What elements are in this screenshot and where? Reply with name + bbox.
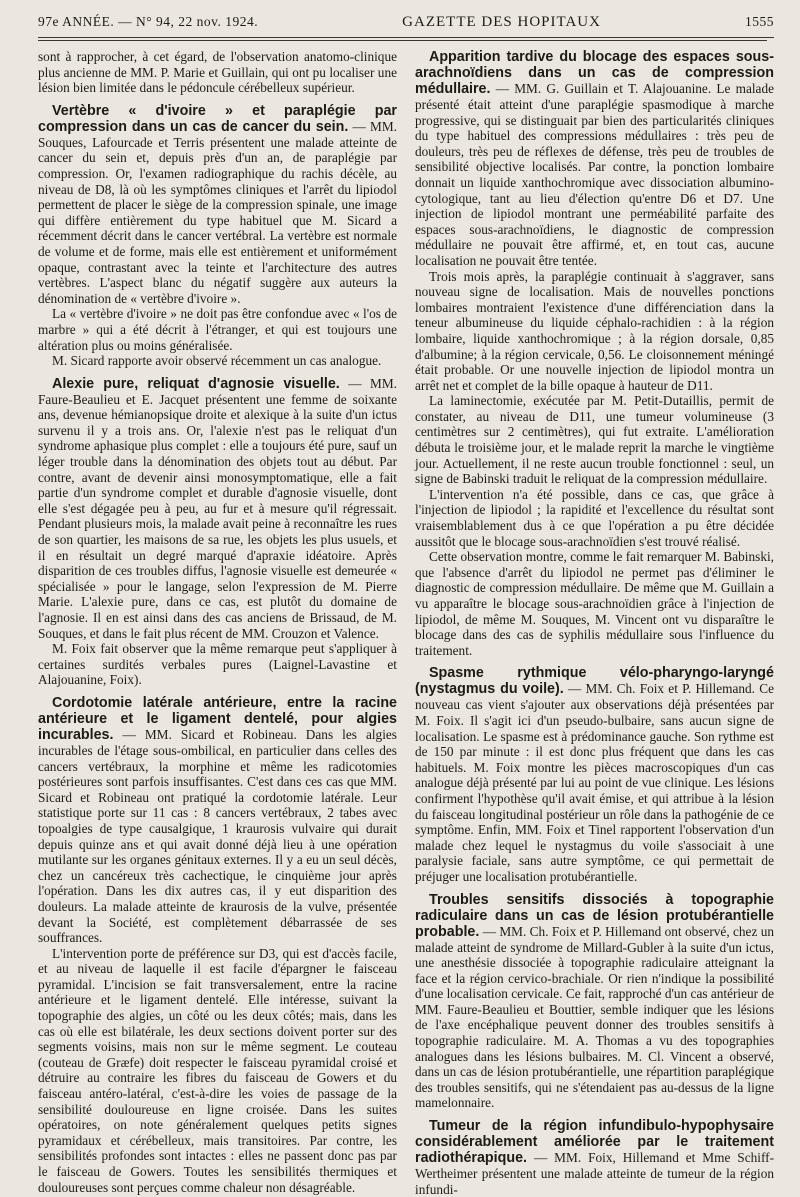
body-paragraph: Cette observation montre, comme le fait remarquer M. Babinski, que l'absence d'arrêt du lipiodol ne permet pas d'éliminer le diagnostic de compression médullaire. De même que M. Guillain a vu apparaître le blocage sous-arachnoïdien grâce à l'injection de lipiodol, de même M. Souques, M. Vincent ont vu disparaître le blocage dans des cas de syphilis médullaire sous l'influence du traitement. [415, 549, 774, 658]
body-paragraph: Trois mois après, la paraplégie continuait à s'aggraver, sans nouveau signe de localisation. Mais de nouvelles ponctions lombaires montraient l'existence d'une différenciation dans la teneur albumineuse du liquide céphalo-rachidien : à la région lombaire, liquide xanthochromique ; à la région dorsale, 0,85 d'albumine; à la région cervicale, 0,56. Le cloisonnement méningé était probable. Or une nouvelle injection de lipiodol montra un arrêt net et complet de la bille opaque à hauteur de D11. [415, 268, 774, 393]
article [415, 892, 774, 1112]
article-lead-text: — MM. Foix, Hillemand et Mme Schiff-Wertheimer présentent une malade atteinte de tumeur de la région infundi- [415, 1150, 774, 1197]
article-lead-paragraph [38, 103, 397, 307]
page-number: 1555 [744, 14, 774, 29]
article-lead-text: — MM. Ch. Foix et P. Hillemand. Ce nouveau cas vient s'ajouter aux observations déjà présentées par M. Foix. Il s'agit ici d'un pseudo-bulbaire, sans aucun signe de localisation. Le spasme est à prédominance gauche. Son rythme est de 150 par minute : il est donc plus fréquent que dans les cas habituels. M. Foix montre les pièces macroscopiques d'un cas analogue déjà présenté par lui au point de vue clinique. Les lésions confirment l'hypothèse qu'il avait émise, et qui attribue à la lésion du faisceau longitudinal postérieur un rôle dans la pathogénie de ce symptôme. Enfin, MM. Foix et Tinel rapportent l'observation d'un malade chez lequel le nystagmus du voile s'associait à une paralysie faciale, sans autre symptôme, ce qui permettait de préjuger une localisation protubérantielle. [415, 681, 774, 884]
article-title: Alexie pure, reliquat d'agnosie visuelle. [52, 375, 340, 392]
article [415, 49, 774, 658]
text-columns [38, 49, 775, 1197]
article-lead-paragraph [415, 665, 774, 884]
issue-info: 97e ANNÉE. — N° 94, 22 nov. 1924. [38, 14, 259, 29]
article-lead-text: — MM. Sicard et Robineau. Dans les algies incurables de l'étage sous-ombilical, en particulier dans celles des cancers vertébraux, la morphine et même les radicotomies postérieures sont parfois insuffisantes. C'est dans ces cas que MM. Sicard et Robineau ont pratiqué la cordotomie latérale. Leur statistique porte sur 11 cas : 8 cancers vertébraux, 2 tabes avec topoalgies de type causalgique, 1 kraurosis vulvaire qui durait depuis quinze ans et qui avait donné déjà lieu à une opération mutilante sur les organes génitaux externes. Il y a eu un seul décès, chez un cancéreux très cachectique, le cinquième jour après l'opération. Dans les dix autres cas, il y eut disparition des douleurs. La malade atteinte de kraurosis de la vulve, présentée devant la Société, est complètement débarrassée de ses souffrances. [38, 726, 397, 946]
body-paragraph: L'intervention porte de préférence sur D3, qui est d'accès facile, et au niveau de laquelle il est facile d'épargner le faisceau pyramidal. L'incision se fait transversalement, entre la racine antérieure et le ligament dentelé. Elle intéresse, suivant la topographie des algies, un côté ou les deux côtés; mais, dans les cas où elle est bilatérale, les deux sections doivent porter sur des segments voisins, mais non sur le même segment. Le couteau (couteau de Græfe) doit respecter le faisceau pyramidal croisé et détruire au contraire les fibres du faisceau de Gowers et du faisceau antéro-latéral, c'est-à-dire les voies de passage de la sensibilité douloureuse en ligne croisée. Dans les suites opératoires, on note généralement quelques petits signes pyramidaux et cérébelleux, mais transitoires. Par contre, les sensibilités profondes sont intactes : elles ne passent donc pas par le faisceau de Gowers. Toutes les sensibilités thermiques et douloureuses sont perçues comme chaleur non désagréable. [38, 945, 397, 1195]
body-paragraph: sont à rapprocher, à cet égard, de l'observation anatomo-clinique plus ancienne de MM. P. Marie et Guillain, qui ont pu localiser une lésion bien limitée dans le pédoncule cérébelleux supérieur. [38, 49, 397, 96]
article-title: Tumeur de la région infundibulo-hypophysaire considérablement améliorée par le traitement radiothérapique. [415, 1118, 774, 1167]
article-title: Cordotomie latérale antérieure, entre la racine antérieure et le ligament dentelé, pour algies incurables. [38, 694, 397, 743]
article-title: Apparition tardive du blocage des espaces sous-arachnoïdiens dans un cas de compression médullaire. [415, 49, 774, 97]
article-lead-paragraph [38, 376, 397, 642]
article [38, 376, 397, 688]
article-lead-text: — MM. G. Guillain et T. Alajouanine. Le malade présenté était atteint d'une paraplégie spasmodique à marche progressive, qui se distinguait par bien des particularités cliniques du type habituel des compressions médullaires : très peu de douleurs, très peu de réflexes de défense, très peu de troubles de sensibilité objective localisés. Par contre, la ponction lombaire donnait un liquide xanthochromique avec dissociation albumino-cytologique, tant au lieu d'élection qu'entre D6 et D7. Une injection de lipiodol montrant une perméabilité parfaite des espaces sous-arachnoïdiens, le diagnostic de compression médullaire ne pouvait être affirmé, et, en tout cas, aucune localisation ne pouvait être tentée. [415, 81, 775, 268]
article [415, 665, 774, 884]
body-paragraph: L'intervention n'a été possible, dans ce cas, que grâce à l'injection de lipiodol ; la rapidité et l'excellence du résultat sont vraisemblablement dus à ce que l'opération a pu être décidée aussitôt que le blocage sous-arachnoïdien s'est trouvé réalisé. [415, 486, 774, 549]
article-lead-paragraph [38, 695, 397, 946]
left-column [38, 49, 398, 1195]
running-head [38, 14, 774, 37]
article [38, 103, 397, 369]
journal-title: GAZETTE DES HOPITAUX [402, 14, 601, 30]
article-lead-text: — MM. Souques, Lafourcade et Terris présentent une malade atteinte de cancer du sein et, depuis près d'un an, de paraplégie par compression. Or, l'examen radiographique du rachis décèle, au niveau de D8, là où les symptômes cliniques et l'arrêt du lipiodol permettent de placer le siège de la compression spinale, une image qui diffère entièrement du type habituel que M. Sicard a récemment décrit dans le cancer vertébral. La vertèbre est normale de volume et de forme, mais elle est entièrement et uniformément opaque, contrastant avec la teinte et l'architecture des autres vertèbres. L'aspect blanc du négatif suggère aux auteurs la dénomination de « vertèbre d'ivoire ». [38, 118, 398, 306]
right-column [415, 49, 775, 1197]
article-lead-text: — MM. Ch. Foix et P. Hillemand ont observé, chez un malade atteint de syndrome de Millard-Gubler à la suite d'un ictus, une anesthésie dissociée à topographie radiculaire atteignant la face et la région cervico-brachiale. Or rien n'indique la possibilité d'une localisation cervicale. Ce fait, rapproché d'un cas antérieur de MM. Faure-Beaulieu et Bouttier, semble indiquer que les lésions de l'axe encéphalique peuvent donner des troubles sensitifs à topographie radiculaire. M. A. Thomas a vu des topographies analogues dans les lésions bulbaires. M. Cl. Vincent a observé, dans un cas de lésion protubérantielle, une répartition paraplégique des troubles sensitifs, qui ne s'étendaient pas au-dessus de la ligne mamelonnaire. [415, 923, 774, 1111]
article-lead-paragraph [415, 1118, 774, 1197]
body-paragraph: M. Sicard rapporte avoir observé récemment un cas analogue. [52, 353, 382, 369]
article-lead-paragraph [415, 892, 774, 1112]
article-lead-text: — MM. Faure-Beaulieu et E. Jacquet présentent une femme de soixante ans, devenue hémianopsique droite et alexique à la suite d'un ictus survenu il y a trois ans. Or, l'alexie n'est pas le reliquat d'un syndrome aphasique plus complet : elle a toujours été pure, sauf un léger trouble dans la dénomination des objets tout au début. Par contre, avant de devenir ainsi monosymptomatique, elle a fait partie d'un syndrome complet et durable d'agnosie visuelle, dont elle s'est dégagée peu à peu, au fur et à mesure qu'il régressait. Pendant plusieurs mois, la malade avait peine à reconnaître les rues de son quartier, les maisons de sa rue, les objets les plus usuels, et il en résultait un degré marqué d'apraxie idéatoire. Après disparition de ces troubles diffus, l'agnosie visuelle est demeurée « spécialisée » pour le langage, selon l'expression de M. Pierre Marie. L'alexie pure, dans ce cas, est plutôt du domaine de l'agnosie. Il en est ainsi dans des cas anciens de Brissaud, de M. Souques, et dans le fait plus récent de MM. Crouzon et Valence. [38, 375, 398, 641]
article-lead-paragraph [415, 49, 774, 269]
header-rule-second [38, 40, 767, 41]
body-paragraph: La laminectomie, exécutée par M. Petit-Dutaillis, permit de constater, au niveau de D11, une tumeur volumineuse (3 centimètres sur 2 centimètres), qui fut extraite. L'amélioration débuta le troisième jour, et le malade reprit la marche le vingtième jour. Actuellement, il ne reste aucun trouble fonctionnel : seul, un signe de Babinski traduit le reliquat de la compression médullaire. [415, 393, 774, 487]
article [38, 695, 397, 1195]
article-title: Troubles sensitifs dissociés à topographie radiculaire dans un cas de lésion protubérantielle probable. [415, 891, 774, 940]
body-paragraph: La « vertèbre d'ivoire » ne doit pas être confondue avec « l'os de marbre » qui a été décrit à l'étranger, et qui est toujours une altération plus ou moins généralisée. [38, 306, 397, 353]
header-rule [38, 37, 774, 38]
body-paragraph: M. Foix fait observer que la même remarque peut s'appliquer à certaines surdités verbales pures (Laignel-Lavastine et Alajouanine, Foix). [38, 641, 397, 688]
article [415, 1118, 774, 1197]
article-title: Vertèbre « d'ivoire » et paraplégie par compression dans un cas de cancer du sein. [38, 102, 397, 135]
article-title: Spasme rythmique vélo-pharyngo-laryngé (nystagmus du voile). [415, 665, 774, 698]
article [38, 49, 397, 96]
